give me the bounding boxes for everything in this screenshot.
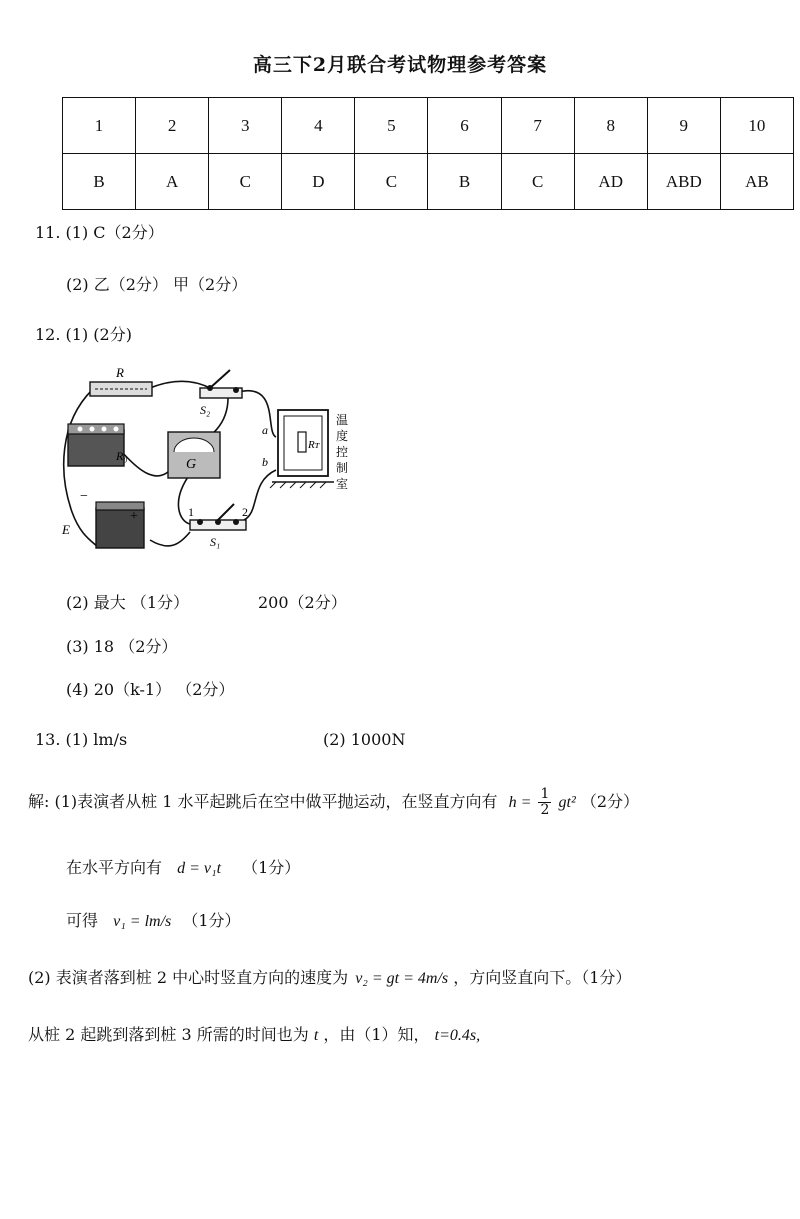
circuit-diagram <box>50 362 360 562</box>
label-s1-2: 2 <box>242 505 248 519</box>
table-cell: D <box>282 154 355 210</box>
table-cell: ABD <box>647 154 720 210</box>
table-cell: B <box>63 154 136 210</box>
label-minus: − <box>80 489 88 504</box>
wire <box>238 391 276 437</box>
wire <box>244 470 276 520</box>
q12-answer-4: (4) 20（k-1） （2分） <box>66 680 235 699</box>
solution-text: (2) 表演者落到桩 2 中心时竖直方向的速度为 <box>28 968 349 987</box>
formula-t-value: t=0.4s, <box>434 1027 481 1044</box>
fraction-numerator: 1 <box>540 786 550 802</box>
answer-table <box>62 97 794 210</box>
q11-answer-1: 11. (1) C（2分） <box>35 223 164 242</box>
page-title: 高三下2月联合考试物理参考答案 <box>252 54 548 76</box>
q12-answer-1: 12. (1) (2分) <box>35 325 132 344</box>
label-e: E <box>62 522 70 537</box>
solution-text: ，方向竖直向下。（1分） <box>453 968 632 987</box>
solution-text: ，由（1）知， <box>323 1025 430 1044</box>
fraction-denominator: 2 <box>540 802 550 818</box>
chamber-label: 温 <box>336 413 349 427</box>
solution-text: 从桩 2 起跳到落到桩 3 所需的时间也为 <box>28 1025 309 1044</box>
score: （1分） <box>182 911 241 930</box>
table-row <box>63 98 794 154</box>
label-b: b <box>262 455 268 469</box>
label-s1: S₁ <box>210 535 221 549</box>
table-cell: 8 <box>574 98 647 154</box>
fraction <box>538 787 551 818</box>
table-cell: AD <box>574 154 647 210</box>
score: （1分） <box>242 858 301 877</box>
table-cell: A <box>136 154 209 210</box>
table-cell: 4 <box>282 98 355 154</box>
table-cell: B <box>428 154 501 210</box>
solution-line-1 <box>28 787 639 818</box>
solution-text: 可得 <box>66 911 99 930</box>
label-s2: S₂ <box>200 403 211 417</box>
q13-answer-2: (2) 1000N <box>323 730 406 749</box>
label-r: R <box>116 365 124 380</box>
formula-h: h = <box>508 794 532 811</box>
label-s1-1: 1 <box>188 505 194 519</box>
solution-line-2 <box>66 855 300 878</box>
q11-answer-2: (2) 乙（2分） 甲（2分） <box>66 275 248 294</box>
table-cell: 3 <box>209 98 282 154</box>
solution-text: 解: (1)表演者从桩 1 水平起跳后在空中做平抛运动，在竖直方向有 <box>28 792 498 811</box>
formula-v2: v₂ = gt = 4m/s <box>355 970 449 987</box>
wire <box>122 452 168 476</box>
table-cell: 10 <box>720 98 793 154</box>
formula-d: d = v₁t <box>177 860 222 877</box>
chamber-label: 控 <box>336 445 349 459</box>
table-cell: AB <box>720 154 793 210</box>
solution-text: 在水平方向有 <box>66 858 163 877</box>
q12-answer-2a: (2) 最大 （1分） <box>66 593 190 612</box>
solution-line-3 <box>66 908 241 931</box>
chamber-label: 室 <box>336 477 349 491</box>
table-cell: 9 <box>647 98 720 154</box>
label-r0: R₀ <box>116 449 128 463</box>
table-cell: C <box>209 154 282 210</box>
q13-answer-1: 13. (1) lm/s <box>35 730 128 749</box>
q12-answer-2b: 200（2分） <box>258 593 347 612</box>
label-a: a <box>262 423 268 437</box>
score: （2分） <box>580 792 640 811</box>
formula-v1: v₁ = lm/s <box>113 913 172 930</box>
table-cell: 1 <box>63 98 136 154</box>
table-cell: 6 <box>428 98 501 154</box>
table-cell: C <box>355 154 428 210</box>
label-plus: + <box>130 509 138 524</box>
chamber-label: 度 <box>336 429 349 443</box>
q12-answer-3: (3) 18 （2分） <box>66 637 178 656</box>
wire <box>150 381 210 388</box>
table-cell: 5 <box>355 98 428 154</box>
solution-line-4 <box>28 965 631 988</box>
chamber-label: 制 <box>336 461 349 475</box>
table-cell: 2 <box>136 98 209 154</box>
thermistor-rt <box>298 432 306 452</box>
wire <box>150 532 190 546</box>
table-cell: C <box>501 154 574 210</box>
label-rt: Rᴛ <box>308 439 319 451</box>
label-g: G <box>186 457 197 472</box>
solution-line-5 <box>28 1022 480 1045</box>
formula-t: t <box>313 1027 319 1044</box>
table-cell: 7 <box>501 98 574 154</box>
table-row <box>63 154 794 210</box>
formula-gt: gt² <box>558 794 576 811</box>
